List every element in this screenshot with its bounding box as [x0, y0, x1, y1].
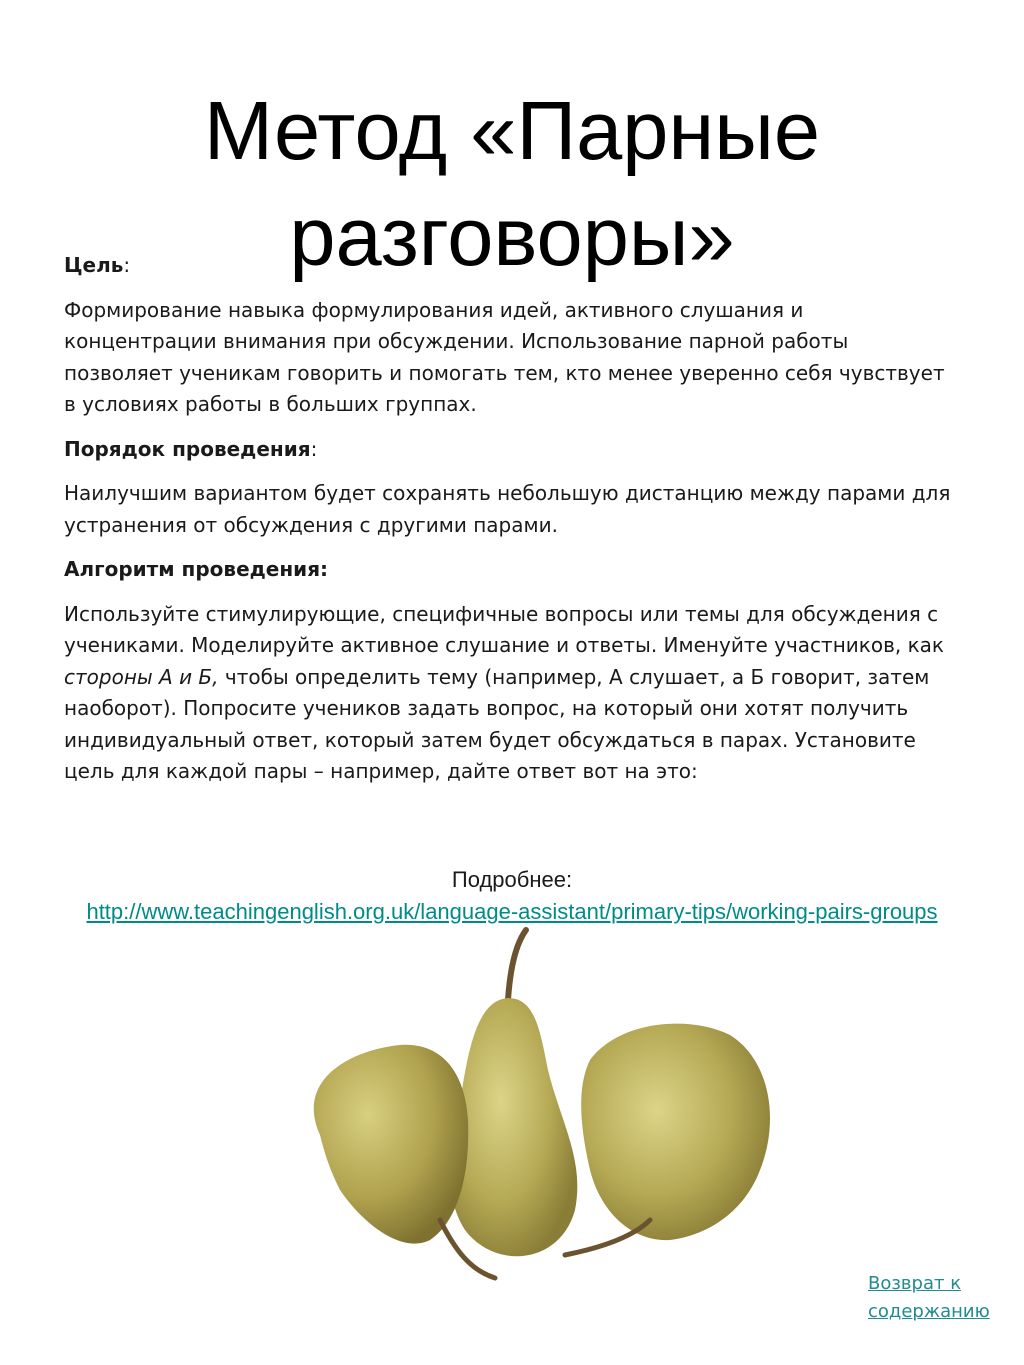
pears-image — [290, 920, 790, 1290]
pear-stem-middle — [508, 930, 526, 1000]
goal-colon: : — [123, 253, 131, 277]
more-info — [0, 864, 1024, 928]
algorithm-text — [64, 599, 954, 788]
algorithm-text-italic: стороны А и Б, — [64, 664, 219, 689]
pear-left — [314, 1045, 468, 1244]
algorithm-text-part-1: Используйте стимулирующие, специфичные вопросы или темы для обсуждения с учениками. Моделируйте активное слушание и ответы. Именуйте участников, как — [64, 601, 944, 657]
procedure-label: Порядок проведения — [64, 436, 311, 461]
procedure-text: Наилучшим вариантом будет сохранять небольшую дистанцию между парами для устранения от обсуждения с другими парами. — [64, 481, 951, 537]
algorithm-label: Алгоритм проведения: — [64, 557, 329, 581]
algorithm-text-part-2: чтобы определить тему (например, А слушает, а Б говорит, затем наоборот). Попросите учеников задать вопрос, на который они хотят получить индивидуальный ответ, который затем будет обсуждаться в парах. Установите цель для каждой пары – например, дайте ответ вот на это: — [64, 664, 930, 783]
pear-right — [581, 1024, 770, 1241]
procedure-colon: : — [310, 436, 318, 461]
goal-text: Формирование навыка формулирования идей, активного слушания и концентрации внимания при обсуждении. Использование парной работы позволяет ученикам говорить и помогать тем, кто менее уверенно себя чувствует в условиях работы в больших группах. — [64, 297, 945, 416]
procedure-heading — [64, 434, 954, 466]
source-link[interactable]: http://www.teachingenglish.org.uk/language-assistant/primary-tips/working-pairs-groups — [86, 899, 938, 924]
more-label: Подробнее: — [451, 867, 573, 892]
goal-label: Цель — [64, 253, 124, 277]
algorithm-heading — [64, 554, 954, 586]
goal-heading — [64, 250, 954, 282]
pear-middle — [450, 998, 578, 1256]
back-to-contents-link[interactable]: Возврат к содержанию — [868, 1273, 990, 1322]
main-content — [64, 250, 954, 801]
title-line-1: Метод «Парные — [203, 84, 821, 177]
title-line-2: разговоры» — [289, 190, 735, 283]
